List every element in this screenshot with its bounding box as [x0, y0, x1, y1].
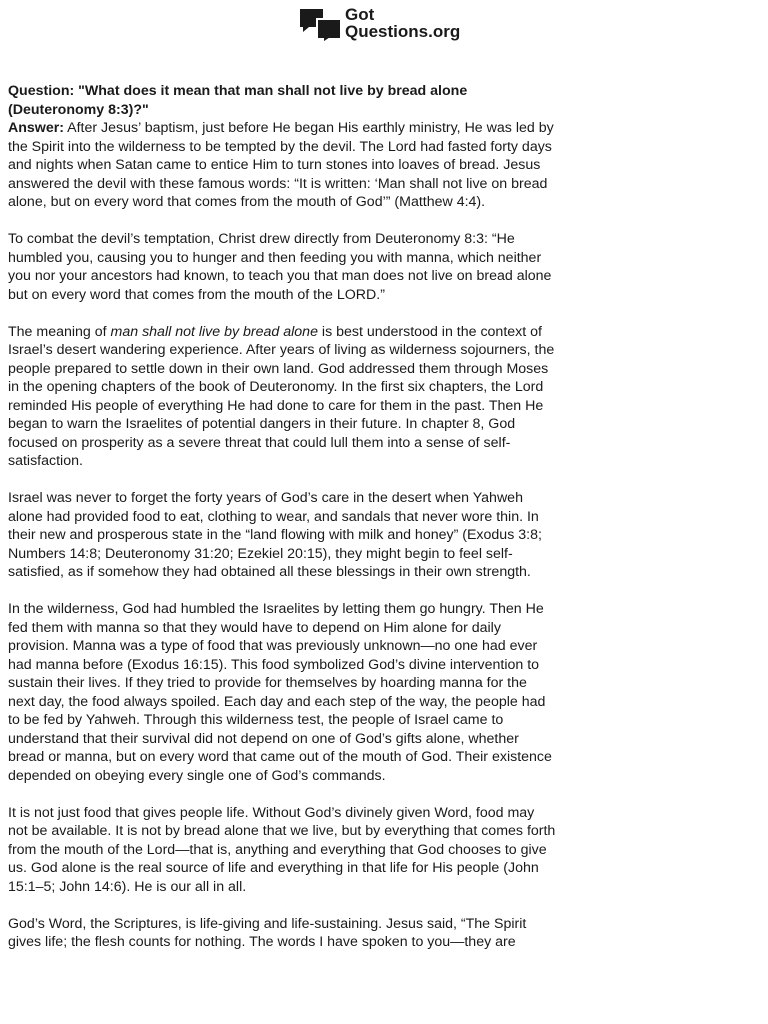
speech-bubbles-icon: [299, 7, 343, 43]
answer-paragraph: [8, 119, 556, 212]
paragraph: [8, 323, 556, 471]
paragraph: In the wilderness, God had humbled the Israelites by letting them go hungry. Then He fed them with manna so that they would have to depend on Him alone for daily provision. Manna was a type of food that was previously unknown—no one had ever had manna before (Exodus 16:15). This food symbolized God’s divine intervention to sustain their lives. If they tried to provide for themselves by hoarding manna for the next day, the food always spoiled. Each day and each step of the way, the people had to be fed by Yahweh. Through this wilderness test, the people of Israel came to understand that their survival did not depend on one of God’s gifts alone, whether bread or manna, but on every word that came out of the mouth of God. Their existence depended on obeying every single one of God’s commands.: [8, 601, 552, 784]
paragraph: It is not just food that gives people life. Without God’s divinely given Word, food may not be available. It is not by bread alone that we live, but by everything that comes forth from the mouth of the Lord—that is, anything and everything that God chooses to give us. God alone is the real source of life and everything in that life for His people (John 15:1–5; John 14:6). He is our all in all.: [8, 804, 556, 895]
paragraph: Israel was never to forget the forty years of God’s care in the desert when Yahweh alone had provided food to eat, clothing to wear, and sandals that never wore thin. In their new and prosperous state in the “land flowing with milk and honey” (Exodus 3:8; Numbers 14:8; Deuteronomy 31:20; Ezekiel 20:15), they might begin to feel self-satisfied, as if somehow they had obtained all these blessings in their own strength.: [8, 490, 542, 580]
emphasized-phrase: man shall not live by bread alone: [110, 323, 318, 340]
logo-line-1: Got: [345, 5, 375, 24]
logo-line-2: Questions.org: [345, 22, 461, 41]
gotquestions-logo[interactable]: [299, 6, 460, 44]
paragraph: God’s Word, the Scriptures, is life-giving and life-sustaining. Jesus said, “The Spirit gives life; the flesh counts for nothing. The words I have spoken to you—they are: [8, 915, 527, 950]
paragraph-text: The meaning of: [8, 323, 111, 340]
answer-label: Answer:: [8, 120, 64, 136]
article-body: [8, 82, 556, 970]
paragraph: To combat the devil’s temptation, Christ drew directly from Deuteronomy 8:3: “He humbled you, causing you to hunger and then feeding you with manna, which neither you nor your ancestors had known, to teach you that man does not live on bread alone but on every word that comes from the mouth of the LORD.”: [8, 231, 552, 303]
paragraph-text: After Jesus’ baptism, just before He began His earthly ministry, He was led by the Spirit into the wilderness to be tempted by the devil. The Lord had fasted forty days and nights when Satan came to entice Him to turn stones into loaves of bread. Jesus answered the devil with these famous words: “It is written: ‘Man shall not live on bread alone, but on every word that comes from the mouth of God’” (Matthew 4:4).: [8, 120, 554, 210]
question-heading: Question: "What does it mean that man shall not live by bread alone (Deuteronomy 8:3)?": [8, 83, 468, 118]
logo-wordmark: [345, 6, 460, 40]
paragraph-text: is best understood in the context of Israel’s desert wandering experience. After years of living as wilderness sojourners, the people prepared to settle down in their own land. God addressed them through Moses in the opening chapters of the book of Deuteronomy. In the first six chapters, the Lord reminded His people of everything He had done to care for them in the past. Then He began to warn the Israelites of potential dangers in their future. In chapter 8, God focused on prosperity as a severe threat that could lull them into a sense of self-satisfaction.: [8, 323, 555, 469]
